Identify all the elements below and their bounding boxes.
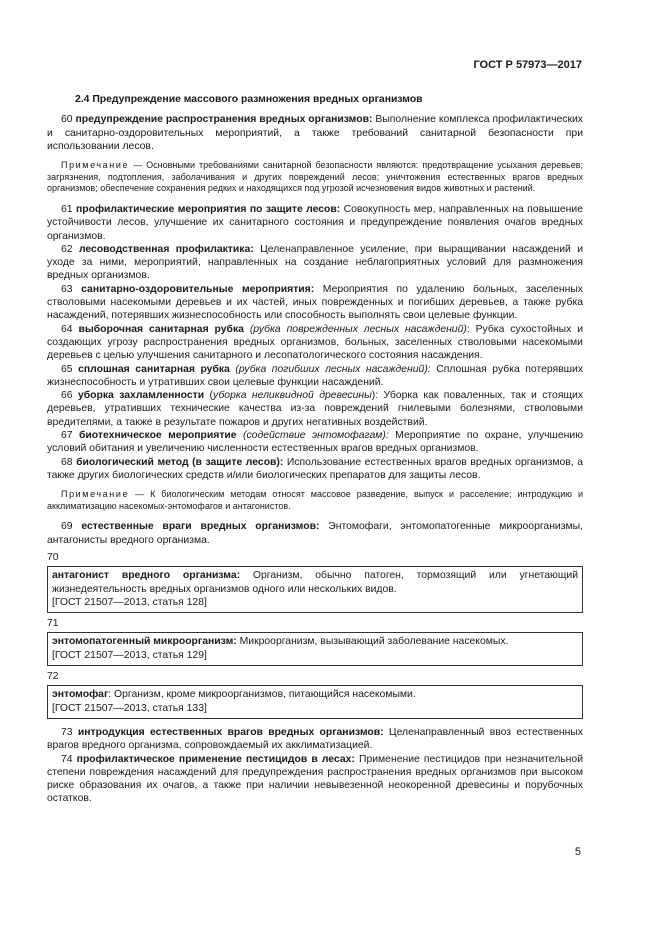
boxed-term-number: 71 [47, 618, 59, 630]
term-name: энтомофаг [52, 689, 109, 701]
note-text: К биологическим методам относят массовое разведение, выпуск и расселение; интродукцию и акклиматизацию насекомых-энтомофагов и антагонистов. [47, 489, 583, 511]
term-number: 63 [61, 283, 73, 295]
term-definition: Применение пестицидов при незначительной степени повреждения насаждений для предупреждения распространения вредных организмов при высоком риске образования их очагов, а также при наличии невывезенной неокоренной древесины и порубочных остатков. [47, 753, 584, 805]
term-name: лесоводственная профилактика: [78, 243, 254, 255]
term-definition: Организм, обычно патоген, тормозящий или угнетающий жизнедеятельность вредных организмов одного или нескольких видов. [52, 570, 579, 595]
term-name: биологический метод (в защите лесов): [76, 456, 284, 468]
term-number: 68 [61, 456, 73, 468]
term-entry-67 [47, 429, 583, 456]
term-name: естественные враги вредных организмов: [81, 521, 320, 533]
term-definition: Использование естественных врагов вредных организмов, а также других биологических средств и/или биологических препаратов для защиты лесов. [47, 456, 584, 481]
term-entry-63 [47, 283, 583, 323]
term-name: профилактические мероприятия по защите лесов: [75, 203, 341, 215]
term-definition: Совокупность мер, направленных на повышение устойчивости лесов, улучшение их санитарного состояния и предупреждение появления очагов вредных организмов. [47, 203, 583, 242]
note-dash: — [133, 160, 143, 171]
term-number: 69 [61, 521, 73, 533]
note-label: Примечание [61, 160, 130, 171]
term-name: биотехническое мероприятие [78, 430, 237, 442]
synonym-open: ( [204, 390, 214, 402]
boxed-term-71 [47, 632, 583, 666]
term-definition: Микроорганизм, вызывающий заболевание насекомых. [239, 636, 509, 648]
term-name: санитарно-оздоровительные мероприятия: [81, 283, 315, 295]
term-definition: Целенаправленное усиление, при выращивании насаждений и уходе за ними, мероприятий, направленных на создание неблагоприятных условий для размножения вредных организмов. [47, 243, 584, 282]
term-entry-62 [47, 243, 583, 283]
document-code: ГОСТ Р 57973—2017 [473, 59, 582, 71]
term-number: 62 [61, 243, 73, 255]
term-source: [ГОСТ 21507—2013, статья 129] [52, 649, 207, 661]
term-name: предупреждение распространения вредных организмов: [75, 114, 373, 126]
term-synonym: уборка неликвидной древесины [213, 390, 372, 402]
term-definition: Сплошная рубка потерявших жизнеспособность и утративших свои целевые функции насаждений. [47, 363, 584, 388]
term-name: уборка захламленности [77, 390, 205, 402]
boxed-term-number: 72 [47, 671, 59, 683]
term-entry-66 [47, 389, 583, 429]
term-name: антагонист вредного организма: [52, 570, 241, 582]
note-text: Основными требованиями санитарной безопасности являются: предотвращение усыхания деревьев; загрязнения, подтопления, заболачивания и других повреждений лесов; уничтожения естественных врагов вредных организмов; обеспечение сохранения редких и находящихся под угрозой исчезновения видов животных и растений. [47, 160, 583, 194]
synonym-close: ): [371, 390, 379, 402]
boxed-term-number: 70 [47, 551, 59, 563]
term-entry-73 [47, 726, 583, 753]
term-definition: Энтомофаги, энтомопатогенные микроорганизмы, антагонисты вредного организма. [47, 521, 584, 546]
page-number: 5 [574, 846, 581, 858]
term-definition: : Организм, кроме микроорганизмов, питающийся насекомыми. [108, 689, 416, 701]
term-entry-69 [47, 520, 583, 547]
term-name: выборочная санитарная рубка [78, 323, 244, 335]
term-name: интродукция естественных врагов вредных организмов: [77, 726, 384, 738]
term-entry-60 [47, 113, 583, 153]
term-entry-65 [47, 363, 583, 390]
term-definition: : Рубка сухостойных и создающих угрозу распространения вредных организмов, больных, заселенных стволовыми насекомыми деревьев с целью улучшения санитарного и лесопатологического состояния насаждения. [47, 323, 584, 362]
boxed-term-72 [47, 685, 583, 719]
term-number: 60 [61, 114, 73, 126]
term-number: 74 [61, 753, 73, 765]
term-number: 66 [61, 390, 73, 402]
note-1 [47, 160, 583, 195]
term-name: сплошная санитарная рубка [78, 363, 230, 375]
term-name: энтомопатогенный микроорганизм: [52, 636, 237, 648]
term-synonym: (содействие энтомофагам): [243, 430, 389, 442]
term-number: 65 [61, 363, 73, 375]
boxed-term-70 [47, 566, 583, 613]
term-definition: Выполнение комплекса профилактических и санитарно-оздоровительных мероприятий, а также требований санитарной безопасности при использовании лесов. [47, 114, 584, 152]
term-definition: Мероприятия по удалению больных, заселенных стволовыми насекомыми деревьев и их частей, иных поврежденных и погибших деревьев, а также рубка насаждений, потерявших жизнеспособность или способность выполнять свои целевые функции. [47, 283, 583, 322]
term-synonym: (рубка погибших лесных насаждений): [235, 363, 431, 375]
term-synonym: (рубка поврежденных лесных насаждений) [249, 323, 467, 335]
term-entry-64 [47, 323, 583, 363]
term-number: 61 [61, 203, 73, 215]
term-definition: Целенаправленный ввоз естественных врагов вредного организма, сопровождаемый их акклиматизацией. [47, 726, 584, 752]
section-title: 2.4 Предупреждение массового размножения вредных организмов [75, 94, 423, 105]
note-label: Примечание [61, 489, 130, 500]
term-entry-74 [47, 753, 583, 806]
term-definition: Мероприятие по охране, улучшению условий обитания и увеличению численности естественных врагов вредных организмов. [47, 430, 584, 455]
term-name: профилактическое применение пестицидов в лесах: [76, 753, 355, 765]
term-definition: Уборка как поваленных, так и стоящих деревьев, утративших технические качества из-за повреждений гнилевыми болезнями, стволовыми вредителями, а также в результате пожаров и других негативных воздействий. [47, 390, 584, 428]
term-number: 67 [61, 430, 73, 442]
page-content [47, 93, 583, 806]
term-number: 64 [61, 323, 73, 335]
term-entry-61 [47, 203, 583, 243]
note-2 [47, 489, 583, 512]
term-number: 73 [61, 726, 73, 738]
term-entry-68 [47, 456, 583, 483]
term-source: [ГОСТ 21507—2013, статья 133] [52, 702, 207, 714]
note-dash: — [135, 489, 145, 500]
term-source: [ГОСТ 21507—2013, статья 128] [52, 596, 207, 608]
